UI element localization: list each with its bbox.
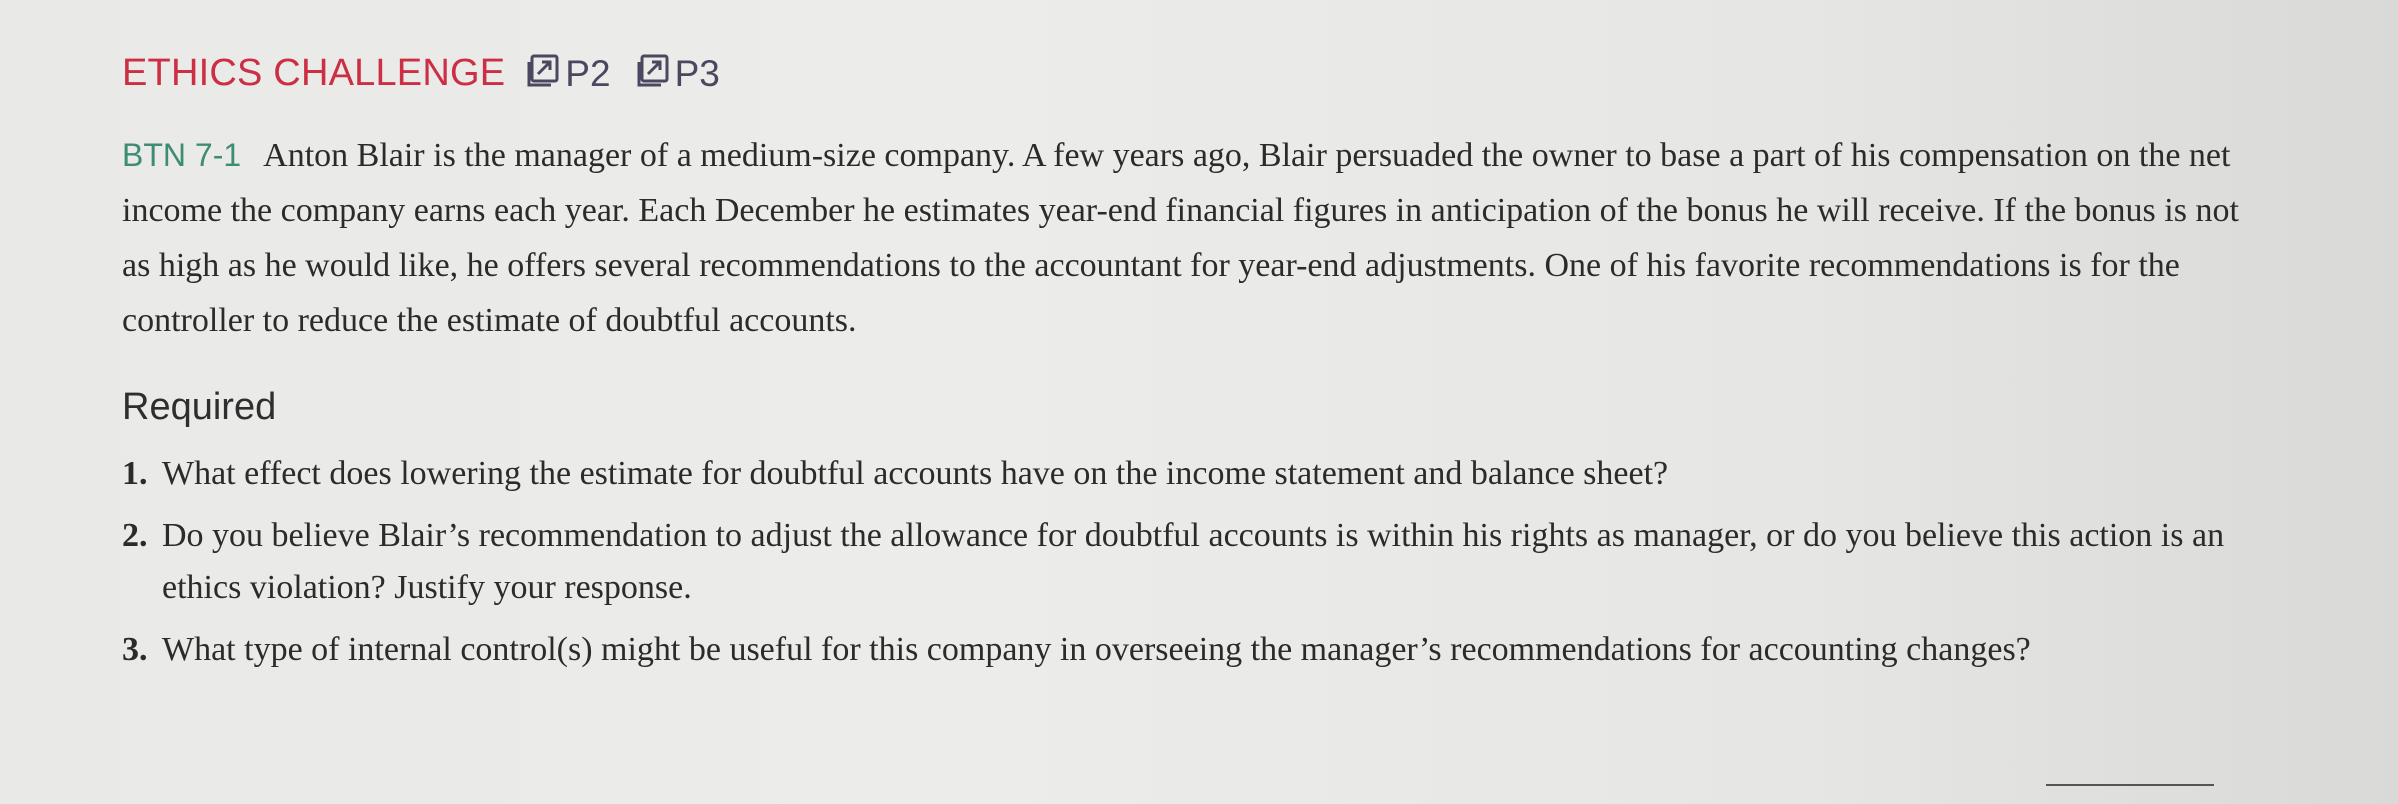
item-text: Do you believe Blair’s recommendation to adjust the allowance for doubtful accounts is within his rights as manager, or do you believe this action is an ethics violation? Justify your response. (162, 517, 2225, 606)
external-link-icon (635, 54, 669, 88)
problem-code: BTN 7-1 (122, 137, 242, 173)
list-item (122, 624, 2242, 676)
section-heading (122, 52, 724, 95)
objective-label-p2: P2 (565, 52, 611, 94)
required-heading: Required (122, 386, 277, 428)
problem-paragraph (122, 128, 2242, 348)
objective-label-p3: P3 (674, 52, 720, 94)
item-number: 3. (122, 631, 148, 668)
item-number: 1. (122, 455, 148, 492)
section-title: ETHICS CHALLENGE (122, 52, 506, 94)
list-item (122, 448, 2242, 500)
footer-rule (2046, 784, 2214, 786)
required-list (122, 448, 2242, 686)
item-text: What effect does lowering the estimate for doubtful accounts have on the income statement and balance sheet? (162, 455, 1669, 492)
problem-text: Anton Blair is the manager of a medium-size company. A few years ago, Blair persuaded the owner to base a part of his compensation on the net income the company earns each year. Each December he estimates year-end financial figures in anticipation of the bonus he will receive. If the bonus is not as high as he would like, he offers several recommendations to the accountant for year-end adjustments. One of his favorite recommendations is for the controller to reduce the estimate of doubtful accounts. (122, 137, 2239, 339)
list-item (122, 510, 2242, 614)
item-number: 2. (122, 517, 148, 554)
item-text: What type of internal control(s) might be useful for this company in overseeing the manager’s recommendations for accounting changes? (162, 631, 2031, 668)
external-link-icon (525, 54, 559, 88)
